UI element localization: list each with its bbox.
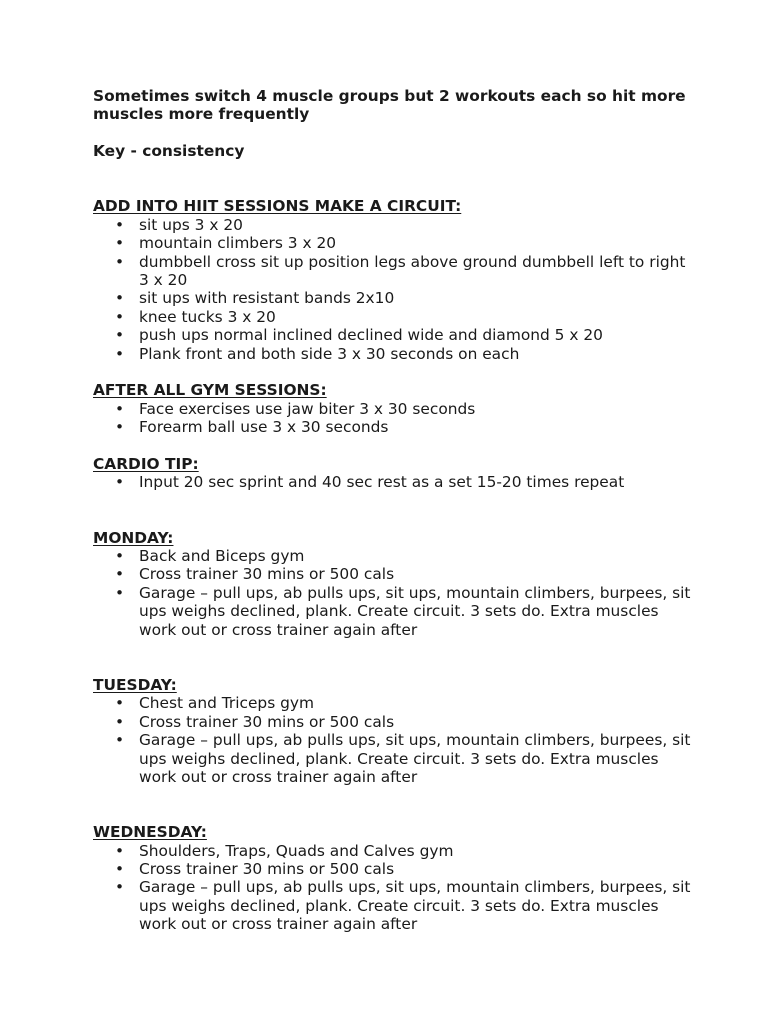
list-item — [93, 253, 693, 290]
list-item-text: sit ups 3 x 20 — [139, 215, 243, 234]
bullet-icon: • — [115, 326, 125, 345]
key-text: Key - consistency — [93, 142, 245, 161]
list-item-text: Cross trainer 30 mins or 500 cals — [139, 859, 395, 878]
list-item — [93, 860, 693, 878]
list-item — [93, 289, 693, 307]
bullet-icon: • — [115, 547, 125, 566]
list-item-text: Garage – pull ups, ab pulls ups, sit ups, mountain climbers, burpees, sit ups weighs declined, plank. Create circuit. 3 sets do. Extra muscles work out or cross trainer again after — [139, 878, 691, 934]
bullet-icon: • — [115, 712, 125, 731]
list-item — [93, 216, 693, 234]
bullet-icon: • — [115, 234, 125, 253]
list-item-text: Input 20 sec sprint and 40 sec rest as a set 15-20 times repeat — [139, 473, 625, 492]
cardio-heading: CARDIO TIP: — [93, 455, 199, 474]
list-item — [93, 400, 693, 418]
bullet-icon: • — [115, 289, 125, 308]
bullet-icon: • — [115, 307, 125, 326]
tuesday-heading: TUESDAY: — [93, 675, 177, 694]
list-item-text: push ups normal inclined declined wide and diamond 5 x 20 — [139, 326, 603, 345]
list-item — [93, 713, 693, 731]
list-item-text: Garage – pull ups, ab pulls ups, sit ups, mountain climbers, burpees, sit ups weighs declined, plank. Create circuit. 3 sets do. Extra muscles work out or cross trainer again after — [139, 731, 691, 786]
tuesday-list — [93, 694, 693, 786]
list-item-text: dumbbell cross sit up position legs above ground dumbbell left to right 3 x 20 — [139, 252, 686, 290]
monday-list — [93, 547, 693, 639]
after-gym-list — [93, 400, 693, 437]
wednesday-list — [93, 842, 693, 934]
list-item-text: mountain climbers 3 x 20 — [139, 234, 337, 253]
list-item-text: Shoulders, Traps, Quads and Calves gym — [139, 841, 454, 860]
bullet-icon: • — [115, 252, 125, 271]
bullet-icon: • — [115, 215, 125, 234]
list-item-text: Forearm ball use 3 x 30 seconds — [139, 418, 389, 437]
list-item — [93, 731, 693, 786]
list-item-text: Plank front and both side 3 x 30 seconds on each — [139, 344, 520, 363]
list-item-text: Garage – pull ups, ab pulls ups, sit ups, mountain climbers, burpees, sit ups weighs declined, plank. Create circuit. 3 sets do. Extra muscles work out or cross trainer again after — [139, 583, 691, 639]
bullet-icon: • — [115, 473, 125, 492]
list-item — [93, 326, 693, 344]
list-item-text: sit ups with resistant bands 2x10 — [139, 289, 395, 308]
bullet-icon: • — [115, 344, 125, 363]
list-item — [93, 565, 693, 583]
intro-text: Sometimes switch 4 muscle groups but 2 workouts each so hit more muscles more frequently — [93, 87, 686, 124]
list-item — [93, 878, 693, 933]
bullet-icon: • — [115, 418, 125, 437]
list-item — [93, 584, 693, 639]
bullet-icon: • — [115, 694, 125, 713]
list-item-text: knee tucks 3 x 20 — [139, 307, 276, 326]
list-item — [93, 694, 693, 712]
list-item-text: Chest and Triceps gym — [139, 694, 314, 713]
bullet-icon: • — [115, 878, 125, 897]
bullet-icon: • — [115, 731, 125, 750]
list-item — [93, 418, 693, 436]
list-item — [93, 345, 693, 363]
monday-heading: MONDAY: — [93, 528, 174, 547]
list-item-text: Cross trainer 30 mins or 500 cals — [139, 712, 395, 731]
list-item-text: Face exercises use jaw biter 3 x 30 seconds — [139, 399, 476, 418]
wednesday-heading: WEDNESDAY: — [93, 823, 207, 842]
cardio-list — [93, 473, 693, 491]
document-page — [93, 87, 693, 934]
hiit-heading: ADD INTO HIIT SESSIONS MAKE A CIRCUIT: — [93, 197, 462, 216]
list-item — [93, 842, 693, 860]
bullet-icon: • — [115, 583, 125, 602]
hiit-list — [93, 216, 693, 363]
bullet-icon: • — [115, 841, 125, 860]
list-item — [93, 547, 693, 565]
list-item — [93, 234, 693, 252]
bullet-icon: • — [115, 859, 125, 878]
after-gym-heading: AFTER ALL GYM SESSIONS: — [93, 381, 327, 400]
bullet-icon: • — [115, 399, 125, 418]
list-item — [93, 308, 693, 326]
list-item — [93, 473, 693, 491]
list-item-text: Back and Biceps gym — [139, 547, 305, 566]
bullet-icon: • — [115, 565, 125, 584]
list-item-text: Cross trainer 30 mins or 500 cals — [139, 565, 395, 584]
